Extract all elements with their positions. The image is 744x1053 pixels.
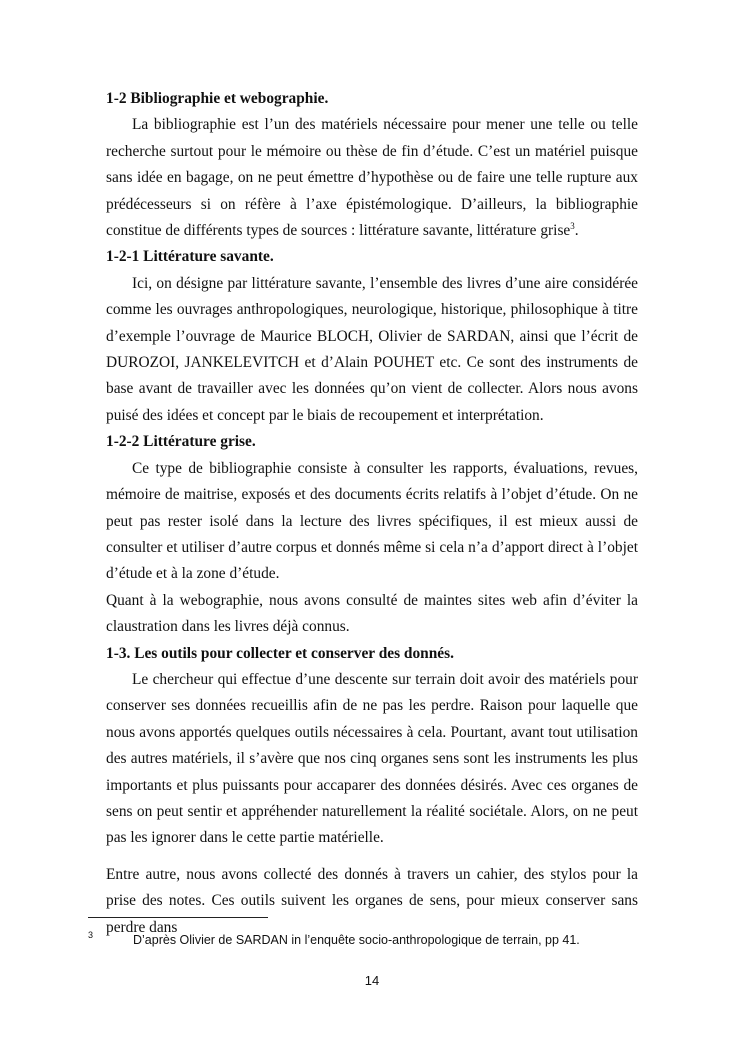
paragraph-text: La bibliographie est l’un des matériels nécessaire pour mener une telle ou telle recherche surtout pour le mémoire ou thèse de fin d’étude. C’est un matériel puisque sans idée en bagage, on ne peut émettre d’hypothèse ou de faire une telle rupture aux prédécesseurs si on réfère à l’axe épistémologique. D’ailleurs, la bibliographie constitue de différents types de sources : littérature savante, littérature grise [106, 116, 638, 240]
footnote-reference[interactable]: 3 [570, 220, 575, 231]
page-number: 14 [364, 973, 380, 988]
page-body [106, 86, 638, 941]
section-heading-1-2-1: 1-2-1 Littérature savante. [106, 248, 274, 266]
paragraph-webographie: Quant à la webographie, nous avons consulté de maintes sites web afin d’éviter la claustration dans les livres déjà connus. [106, 591, 638, 636]
footnote-text: D’après Olivier de SARDAN in l’enquête socio-anthropologique de terrain, pp 41. [133, 933, 580, 947]
footnote-separator [88, 917, 268, 918]
paragraph-bibliographie [106, 112, 638, 244]
paragraph-litterature-savante: Ici, on désigne par littérature savante, l’ensemble des livres d’une aire considérée comme les ouvrages anthropologiques, neurologique, historique, philosophique à titre d’exemple l’ouvrage de Maurice BLOCH, Olivier de SARDAN, ainsi que l’écrit de DUROZOI, JANKELEVITCH et d’Alain POUHET etc. Ce sont des instruments de base avant de travailler avec les données qu’on vient de collecter. Alors nous avons puisé des idées et concept par le biais de recoupement et interprétation. [106, 274, 638, 424]
paragraph-outils: Le chercheur qui effectue d’une descente sur terrain doit avoir des matériels pour conserver ses données recueillis afin de ne pas les perdre. Raison pour laquelle que nous avons apportés quelques outils nécessaires à cela. Pourtant, avant tout utilisation des autres matériels, il s’avère que nos cinq organes sens sont les instruments les plus importants et plus puissants pour accaparer des données désirés. Avec ces organes de sens on peut sentir et appréhender naturellement la réalité sociétale. Alors, on ne peut pas les ignorer dans le cette partie matérielle. [106, 670, 638, 847]
section-heading-1-3: 1-3. Les outils pour collecter et conserver des donnés. [106, 644, 454, 662]
section-heading-1-2: 1-2 Bibliographie et webographie. [106, 90, 329, 107]
paragraph-litterature-grise: Ce type de bibliographie consiste à consulter les rapports, évaluations, revues, mémoire de maitrise, exposés et des documents écrits relatifs à l’objet d’étude. On ne peut pas rester isolé dans la lecture des livres spécifiques, il est mieux aussi de consulter et utiliser d’autre corpus et donnés même si cela n’a d’apport direct à l’objet d’étude et à la zone d’étude. [106, 459, 638, 583]
section-heading-1-2-2: 1-2-2 Littérature grise. [106, 433, 256, 451]
paragraph-entre-autre: Entre autre, nous avons collecté des donnés à travers un cahier, des stylos pour la prise des notes. Ces outils suivent les organes de sens, pour mieux conserver sans perdre dans [106, 865, 638, 936]
paragraph-text-end: . [574, 222, 579, 240]
footnote-number: 3 [88, 930, 94, 940]
